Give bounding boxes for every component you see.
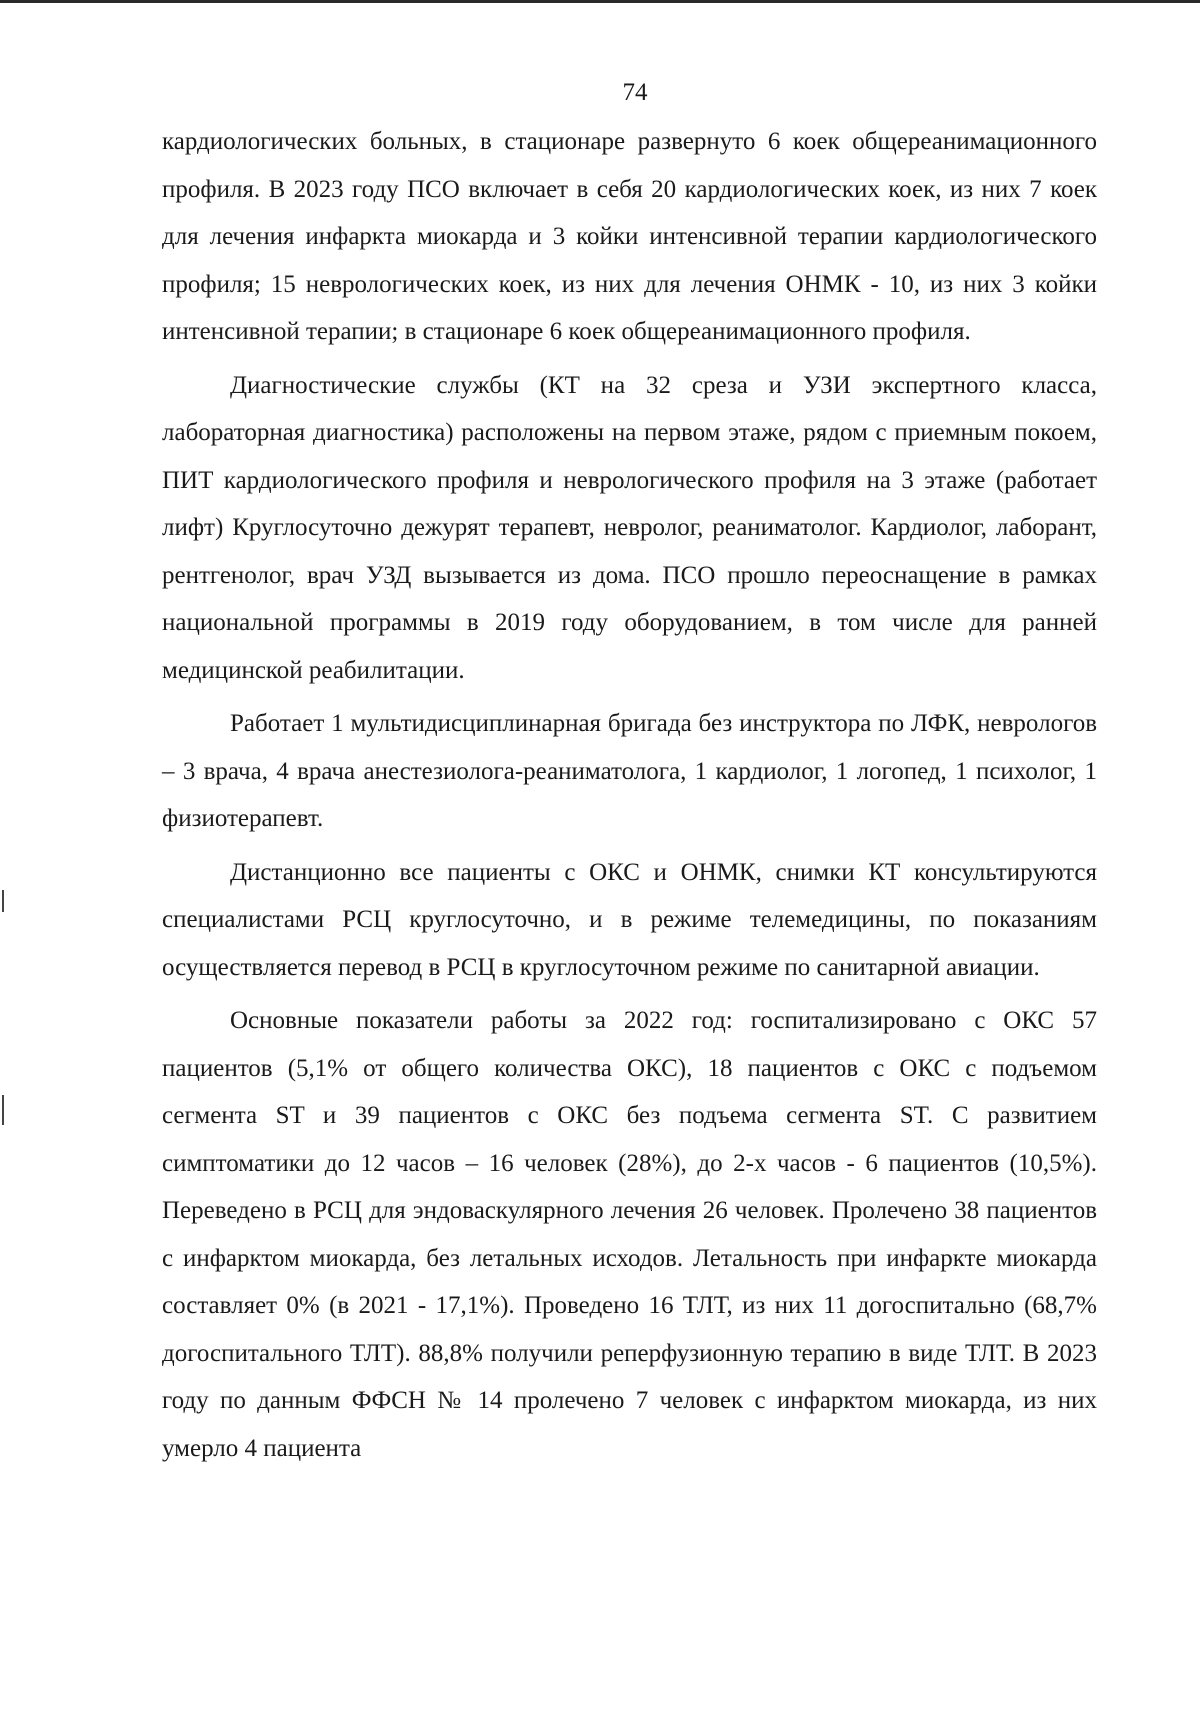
document-body	[162, 118, 1097, 1472]
scan-margin-mark	[2, 890, 4, 912]
scan-top-border	[0, 0, 1200, 3]
paragraph-2: Диагностические службы (КТ на 32 среза и УЗИ экспертного класса, лабораторная диагностика) расположены на первом этаже, рядом с приемным покоем, ПИТ кардиологического профиля и неврологического профиля на 3 этаже (работает лифт) Круглосуточно дежурят терапевт, невролог, реаниматолог. Кардиолог, лаборант, рентгенолог, врач УЗД вызывается из дома. ПСО прошло переоснащение в рамках национальной программы в 2019 году оборудованием, в том числе для ранней медицинской реабилитации.	[162, 371, 1097, 684]
scan-margin-mark	[2, 1095, 4, 1125]
paragraph-4: Дистанционно все пациенты с ОКС и ОНМК, снимки КТ консультируются специалистами РСЦ круглосуточно, и в режиме телемедицины, по показаниям осуществляется перевод в РСЦ в круглосуточном режиме по санитарной авиации.	[162, 858, 1097, 981]
paragraph-3: Работает 1 мультидисциплинарная бригада без инструктора по ЛФК, неврологов – 3 врача, 4 врача анестезиолога-реаниматолога, 1 кардиолог, 1 логопед, 1 психолог, 1 физиотерапевт.	[162, 710, 1097, 832]
paragraph-5: Основные показатели работы за 2022 год: госпитализировано с ОКС 57 пациентов (5,1% от общего количества ОКС), 18 пациентов с ОКС с подъемом сегмента ST и 39 пациентов с ОКС без подъема сегмента ST. С развитием симптоматики до 12 часов – 16 человек (28%), до 2-х часов - 6 пациентов (10,5%). Переведено в РСЦ для эндоваскулярного лечения 26 человек. Пролечено 38 пациентов с инфарктом миокарда, без летальных исходов. Летальность при инфаркте миокарда составляет 0% (в 2021 - 17,1%). Проведено 16 ТЛТ, из них 11 догоспитально (68,7% догоспитального ТЛТ). 88,8% получили реперфузионную терапию в виде ТЛТ. В 2023 году по данным ФФСН № 14 пролечено 7 человек с инфарктом миокарда, из них умерло 4 пациента	[162, 1007, 1097, 1462]
paragraph-1: кардиологических больных, в стационаре развернуто 6 коек общереанимационного профиля. В 2023 году ПСО включает в себя 20 кардиологических коек, из них 7 коек для лечения инфаркта миокарда и 3 койки интенсивной терапии кардиологического профиля; 15 неврологических коек, из них для лечения ОНМК - 10, из них 3 койки интенсивной терапии; в стационаре 6 коек общереанимационного профиля.	[162, 128, 1097, 345]
page-number: 74	[622, 79, 648, 106]
